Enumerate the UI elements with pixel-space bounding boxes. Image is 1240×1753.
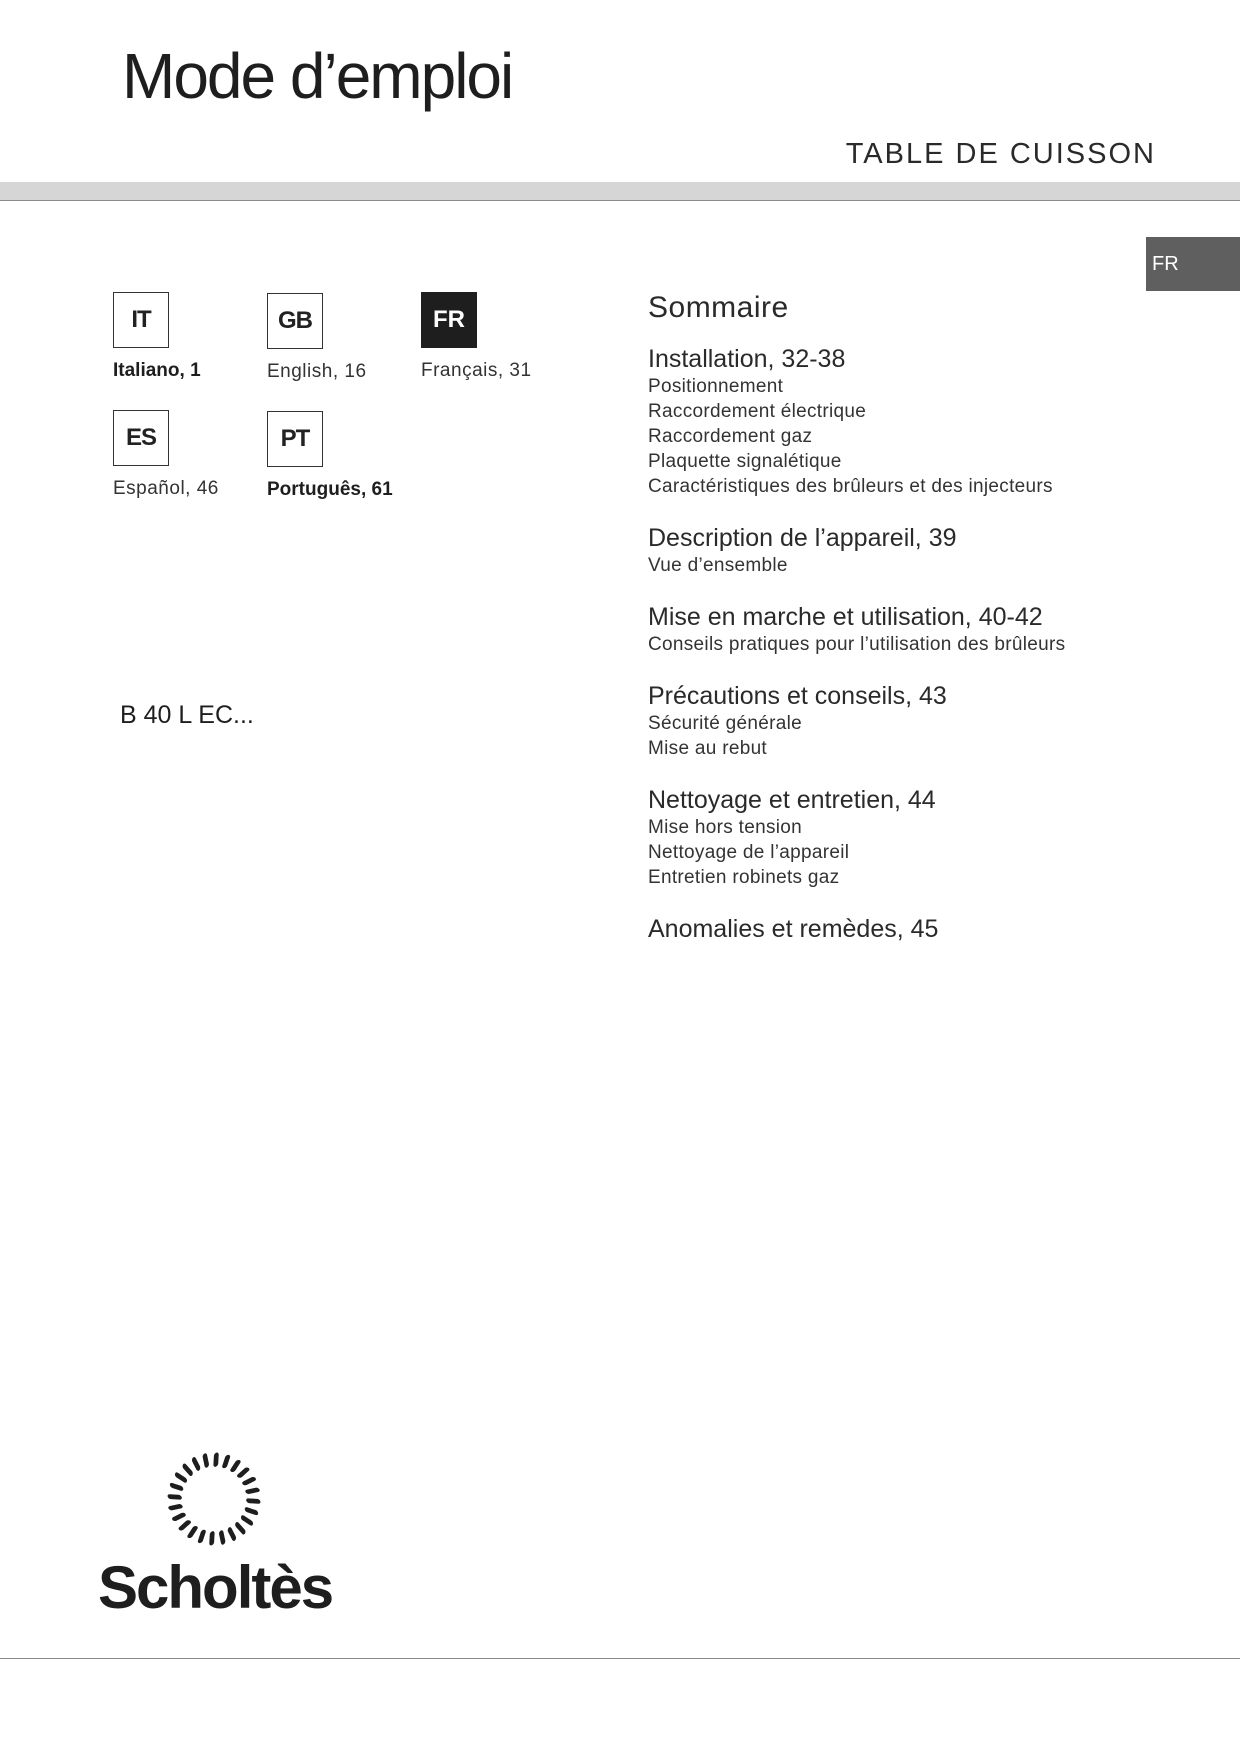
toc-section-title: Description de l’appareil, 39: [648, 524, 957, 552]
document-subtitle: TABLE DE CUISSON: [845, 138, 1156, 170]
language-es: [113, 410, 219, 500]
toc-item: Mise hors tension: [648, 817, 803, 838]
toc-item: Raccordement gaz: [648, 426, 813, 447]
brand-logo: Scholtès: [98, 1554, 333, 1621]
toc-item: Raccordement électrique: [648, 401, 867, 422]
toc-section-precautions: [648, 681, 1188, 761]
language-caption: Español, 46: [113, 478, 219, 499]
toc-section-title: Mise en marche et utilisation, 40-42: [648, 603, 1043, 631]
toc-section-utilisation: [648, 602, 1188, 657]
table-of-contents: [648, 290, 1188, 968]
toc-item: Nettoyage de l’appareil: [648, 842, 850, 863]
language-code-box: PT: [267, 411, 323, 467]
toc-item: Vue d’ensemble: [648, 555, 788, 576]
toc-section-description: [648, 523, 1188, 578]
language-gb: [267, 293, 367, 383]
toc-section-anomalies: [648, 914, 1188, 944]
toc-item: Positionnement: [648, 376, 784, 397]
language-code-box-active: FR: [421, 292, 477, 348]
header-band: [0, 182, 1240, 201]
language-caption: English, 16: [267, 361, 367, 382]
language-fr: [421, 292, 532, 382]
toc-section-nettoyage: [648, 785, 1188, 890]
sun-burst-icon: [166, 1451, 262, 1547]
toc-section-installation: [648, 344, 1188, 499]
footer-rule: [0, 1658, 1240, 1659]
language-caption: Português, 61: [267, 479, 393, 500]
toc-heading: Sommaire: [648, 291, 789, 324]
language-caption: Français, 31: [421, 360, 532, 381]
toc-section-title: Nettoyage et entretien, 44: [648, 786, 936, 814]
toc-item: Conseils pratiques pour l’utilisation des brûleurs: [648, 634, 1066, 655]
language-it: [113, 292, 201, 382]
language-code-box: IT: [113, 292, 169, 348]
toc-item: Sécurité générale: [648, 713, 803, 734]
language-caption: Italiano, 1: [113, 360, 201, 381]
toc-section-title: Installation, 32-38: [648, 345, 846, 373]
language-code-box: ES: [113, 410, 169, 466]
language-pt: [267, 411, 393, 501]
toc-item: Plaquette signalétique: [648, 451, 842, 472]
language-tab: FR: [1146, 237, 1240, 291]
toc-item: Mise au rebut: [648, 738, 768, 759]
toc-section-title: Précautions et conseils, 43: [648, 682, 947, 710]
language-code-box: GB: [267, 293, 323, 349]
document-title: Mode d’emploi: [122, 40, 513, 112]
toc-item: Entretien robinets gaz: [648, 867, 840, 888]
toc-section-title: Anomalies et remèdes, 45: [648, 915, 939, 943]
toc-item: Caractéristiques des brûleurs et des injecteurs: [648, 476, 1053, 497]
model-number: B 40 L EC...: [120, 701, 254, 729]
